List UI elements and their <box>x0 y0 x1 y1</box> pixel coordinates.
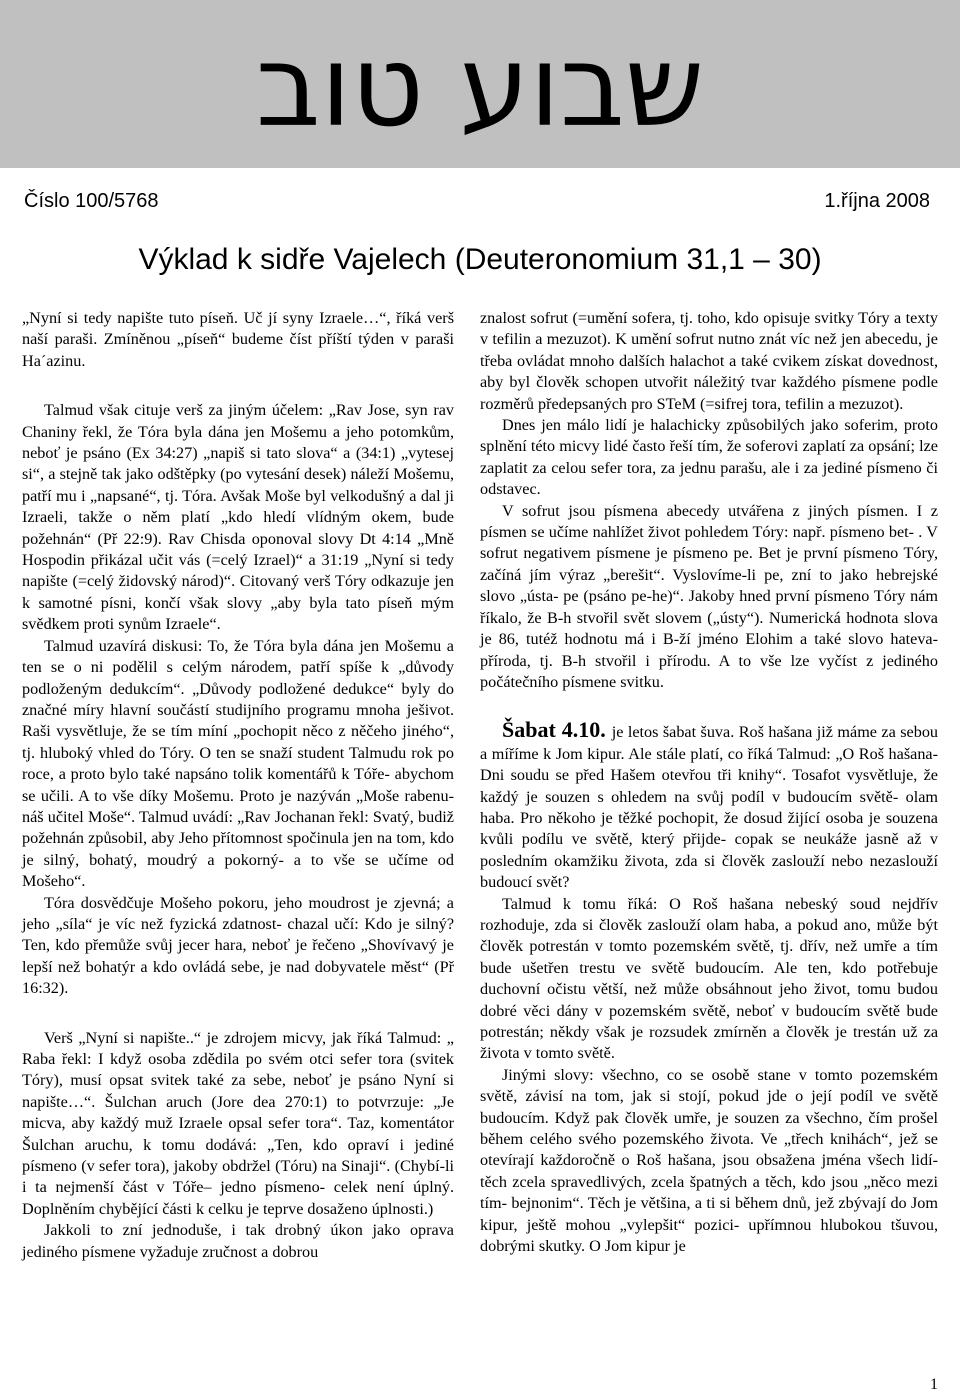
paragraph: Jinými slovy: všechno, co se osobě stane v tomto pozemském světě, závisí na tom, jak si stojí, pokud jde o její podíl ve světě budoucím. Když pak člověk umře, je souzen za všechno, čím prošel během celého svého pozemského života. Ve „třech knihách“, jež se otevírají každoročně o Roš hašana, jsou obsažena jména všech lidí- těch zcela spravedlivých, zcela špatných a těch, kdo jsou „něco mezi tím- bejnonim“. Těch je většina, a ti si během dnů, jež zbývají do Jom kipur, ještě mohou „vylepšit“ pozici- upřímnou hlubokou tšuvou, dobrými skutky. O Jom kipur je <box>480 1065 938 1256</box>
masthead-title: שבוע טוב <box>255 22 705 152</box>
paragraph: Verš „Nyní si napište..“ je zdrojem micvy, jak říká Talmud: „ Raba řekl: I když osoba zdědila po svém otci sefer tora (svitek Tóry), musí opsat svitek také za sebe, neboť je psáno Nyní si napište…“. Šulchan aruch (Jore dea 270:1) to potvrzuje: „Je micva, aby každý muž Izraele opsal sefer tora“. Taz, komentátor Šulchan aruchu, k tomu dodává: „Ten, kdo opraví i jediné písmeno (v sefer tora), jakoby obdržel (Tóru) na Sinaji“. (Chybí-li i ta nejmenší část v Tóře– jedno písmeno- celek není úplný. Doplněním chybějící části k celku je teprve dosaženo úplnosti.) <box>22 1028 454 1218</box>
paragraph: „Nyní si tedy napište tuto píseň. Uč jí syny Izraele…“, říká verš naší paraši. Zmíněnou „píseň“ budeme číst příští týden v paraši Ha´azinu. <box>22 309 454 370</box>
paragraph: Talmud uzavírá diskusi: To, že Tóra byla dána jen Mošemu a ten se o ni podělil s celým národem, patří spíše k „důvody podloženým dedukcím“. „Důvody podložené dedukce“ byly do značné míry hlavní součástí studijního programu mnoha ješivot. Raši vysvětluje, že se tím míní „pochopit něco z něčeho jiného“, tj. hluboký vhled do Tóry. O ten se snaží student Talmudu rok po roce, a proto bylo také napsáno tolik komentářů k Tóře- abychom se učili. A to vše díky Mošemu. Proto je nazýván „Moše rabenu- náš učitel Moše“. Talmud uvádí: „Rav Jochanan řekl: Svatý, budiž požehnán způsobil, aby Jeho přítomnost spočinula jen na tom, kdo je silný, bohatý, moudrý a pokorný- a to vše se učíme od Mošeho“. <box>22 636 454 891</box>
paragraph: Jakkoli to zní jednoduše, i tak drobný úkon jako oprava jediného písmene vyžaduje zručnost a dobrou <box>22 1221 454 1261</box>
page-number: 1 <box>930 1376 938 1393</box>
article-title: Výklad k sidře Vajelech (Deuteronomium 31,1 – 30) <box>138 243 822 276</box>
issue-number: Číslo 100/5768 <box>24 190 159 212</box>
paragraph: Dnes jen málo lidí je halachicky způsobilých jako soferim, proto splnění této micvy lidé často řeší tím, že soferovi zaplatí za opsání; lze zaplatit za celou sefer tora, za jednu parašu, ale i za jediné písmeno či odstavec. <box>480 416 938 499</box>
issue-date: 1.října 2008 <box>824 190 930 212</box>
paragraph: Talmud k tomu říká: O Roš hašana nebeský soud nejdřív rozhoduje, zda si člověk zaslouží olam haba, a pokud ano, může být člověk potrestán v tomto pozemském světě, tj. dřív, než umře a tím bude ušetřen trestu ve světě budoucím. Ale ten, kdo potřebuje duchovní očistu větší, než může obsáhnout jeho život, tomu budou dobré věci dány v pozemském světě, neboť v budoucím světě bude potrestán; někdy však je rozsudek zmírněn a člověk je trestán už za života v tomto světě. <box>480 894 938 1063</box>
paragraph: Tóra dosvědčuje Mošeho pokoru, jeho moudrost je zjevná; a jeho „síla“ je víc než fyzická zdatnost- chazal učí: Kdo je silný? Ten, kdo přemůže svůj jecer hara, neboť je řečeno „Shovívavý je lepší než bohatýr a kdo ovládá sebe, je nad dobyvatele měst“ (Př 16:32). <box>22 893 454 998</box>
paragraph: znalost sofrut (=umění sofera, tj. toho, kdo opisuje svitky Tóry a texty v tefilin a mezuzot). K umění sofrut nutno znát víc než jen abecedu, je třeba ovládat mnoho dalších halachot a také cvikem získat dovednost, aby byl člověk schopen utvořit náležitý tvar každého písmene podle rozměrů předepsaných pro STeM (=sifrej tora, tefilin a mezuzot). <box>480 309 938 413</box>
paragraph: Talmud však cituje verš za jiným účelem: „Rav Jose, syn rav Chaniny řekl, že Tóra byla dána jen Mošemu a jeho potomkům, neboť je psáno (Ex 34:27) „napiš si tato slova“ a (34:1) „vytesej si“, a stejně tak jako odštěpky (po vytesání desek) náleží Mošemu, patří mu i „napsané“, tj. Tóra. Avšak Moše byl velkodušný a dal ji Izraeli, takže o něm platí „kdo hledí vlídným okem, bude požehnán“ (Př 22:9). Rav Chisda oponoval slovy Dt 4:14 „Mně Hospodin přikázal učit vás (=celý Izrael)“ a 31:19 „Nyní si tedy napište (=celý židovský národ)“. Citovaný verš Tóry odkazuje jen k samotné písni, končí však slovy „aby byla tato píseň mým svědkem proti synům Izraele“. <box>22 401 454 634</box>
left-column <box>22 308 454 1263</box>
right-column <box>480 308 938 1257</box>
shabat-paragraph <box>480 719 938 893</box>
paragraph: V sofrut jsou písmena abecedy utvářena z jiných písmen. I z písmen se učíme nahlížet život pohledem Tóry: např. písmeno bet- . V sofrut negativem písmene je písmeno pe. Bet je první písmeno Tóry, začíná jím výraz „berešit“. Vyslovíme-li pe, zní to jako hebrejské slovo „ústa- pe (psáno pe-he)“. Jakoby hned první písmeno Tóry nám říkalo, že B-h stvořil svět slovem („ústy“). Numerická hodnota slova je 86, tutéž hodnotu má i B-ží jméno Elohim a také slovo hateva- příroda, tj. B-h stvořil i přírodu. A to vše lze vyčíst z jediného počátečního písmene svitku. <box>480 501 938 691</box>
masthead <box>0 0 960 168</box>
shabat-label: Šabat 4.10. <box>502 717 606 743</box>
shabat-text: je letos šabat šuva. Roš hašana již máme za sebou a míříme k Jom kipur. Ale stále platí, co říká Talmud: „O Roš hašana- Dni soudu se před Hašem otevřou tři knihy“. Tosafot vysvětluje, že každý je souzen s ohledem na svůj podíl v budoucím světě- olam haba. Pro někoho je těžké pochopit, že dosud žijící osoba je souzena kvůli podílu ve světě, který přijde- copak se neukáže jasně až v posledním okamžiku života, zda si člověk zaslouží nebo nezaslouží budoucí svět? <box>480 723 939 892</box>
